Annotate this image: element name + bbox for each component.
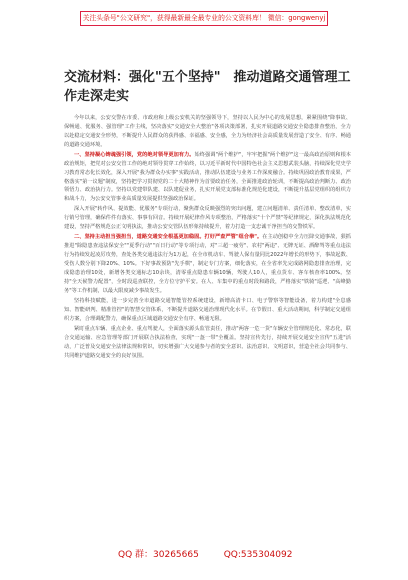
article-body [64, 114, 351, 539]
footer-qq-group: QQ 群：30265665 [118, 550, 199, 560]
paragraph-text: 今年以来，公安交警在市委、市政府和上级公安机关的坚强领导下，坚持以人民为中心的发展思想，紧紧围绕"降事故、保畅通、优服务、强管理"工作主线，坚决落实"交通安全大整治"各项决策部署，扎实开展道路交通安全隐患排查整治，全力以赴稳定交通安全形势，不断提升人民群众的获得感、幸福感、安全感，全力为经济社会高质量发展营造了安全、有序、畅通的道路交通环境。 [64, 115, 351, 148]
paragraph-text: 深入开展"转作风、提效能、优服务"专项行动，聚焦群众反映强烈的突出问题，建立问题清单、责任清单、整改清单，实行销号管理，确保件件有落实、事事有回音。持续开展纪律作风专项整治，严格落实"十个严禁"等纪律规定，深化执法规范化建设，坚持严格规范公正文明执法，推动公安交管队伍形象持续提升，着力打造一支忠诚干净担当的交警铁军。 [64, 206, 351, 231]
article-paragraph [64, 325, 351, 361]
footer-contacts [118, 548, 308, 562]
article-paragraph [64, 297, 351, 324]
article-paragraph [64, 151, 351, 204]
footer-qq-contact: QQ:535304092 [223, 550, 293, 560]
article-paragraph [64, 114, 351, 150]
paragraph-text: 坚持科技赋能，进一步完善全市道路交通智能管控系统建设，新增高清卡口、电子警察等智能设备，着力构建"全息感知、智能研判、精准管控"的智慧交管体系，不断提升道路交通治理现代化水平。在节假日、重大活动期间，科学制定交通组织方案，合理调配警力，确保重点区域道路交通安全有序、畅通无阻。 [64, 297, 351, 322]
promo-banner: 关注头条号"公文研究"，获得最新最全最专业的公文资料库！ 微信：gongwenyj [80, 11, 328, 26]
article-paragraph [64, 205, 351, 232]
paragraph-text: 始终强调"两个维护"，牢牢把握"两个维护"这一最高政治原则和根本政治规矩，把党对公安交管工作的绝对领导贯穿工作始终，以习近平新时代中国特色社会主义思想武装头脑，持续深化党史学习教育常态化长效化，深入开展"我为群众办实事"实践活动，推动队伍建设与业务工作深度融合。持续巩固政治教育成果，严格落实"第一议题"制度，坚持把学习贯彻党的二十大精神作为首要政治任务，全面推进政治轮训，不断提高政治判断力、政治领悟力、政治执行力。坚持以党建带队建、以队建促业务，扎实开展党支部标准化规范化建设，不断提升基层党组织的组织力和战斗力，为公安交管事业高质量发展提供坚强政治保证。 [64, 151, 351, 203]
paragraph-text: 紧盯重点车辆、重点企业、重点驾驶人，全面落实源头监管责任，推动"两客一危一货"车辆安全管理规范化、常态化，联合交通运输、应急管理等部门开展联合执法检查，实现"一盔一带"全覆盖。坚持宣传先行，持续开展交通安全宣传"五进"活动，广泛普及交通安全法律法规和常识，切实增强广大交通参与者的安全意识、法治意识、文明意识，营造全社会共同参与、共同维护道路交通安全的良好氛围。 [64, 325, 351, 359]
article-title: 交流材料：强化"五个坚持" 推动道路交通管理工作走深走实 [64, 70, 351, 104]
paragraph-text: 在主动创稳中全力压降交通事故，狠抓推进"除隐患查违法保安全""夏季行动""百日行动"等专项行动，对"三超一疲劳"、农村"两违"、无牌无证、酒醉驾等重点违法行为持续发起凌厉攻势，查处各类交通违法行为1万起，在全市机动车、驾驶人保有量同比2022年增长的形势下，事故起数、受伤人数分别下降20%、10%。下好事故预防"先手棋"，制定专门方案，细化落实，在全省率先完成路网隐患排查治理，完成隐患治理10处，新增各类交通标志10余块，清零重点隐患车辆10辆，驾驶人10人，重点货车、客车核查率100%。坚持"全天候警力配置"，全时段巡查联控，全方位守护平安。在人、车集中的重点时段和路段，严格落实"铁骑"巡逻、"高峰勤务"等工作机制，以最大限度减少事故发生。 [64, 234, 351, 294]
paragraph-heading: 二、坚持主动担当强担当，道路交通安全根基更加稳固。打好严查严管"组合拳"。 [74, 234, 263, 241]
paragraph-heading: 一、坚持凝心铸魂强引领，党的绝对领导更加有力。 [74, 151, 195, 158]
article-paragraph [64, 233, 351, 295]
